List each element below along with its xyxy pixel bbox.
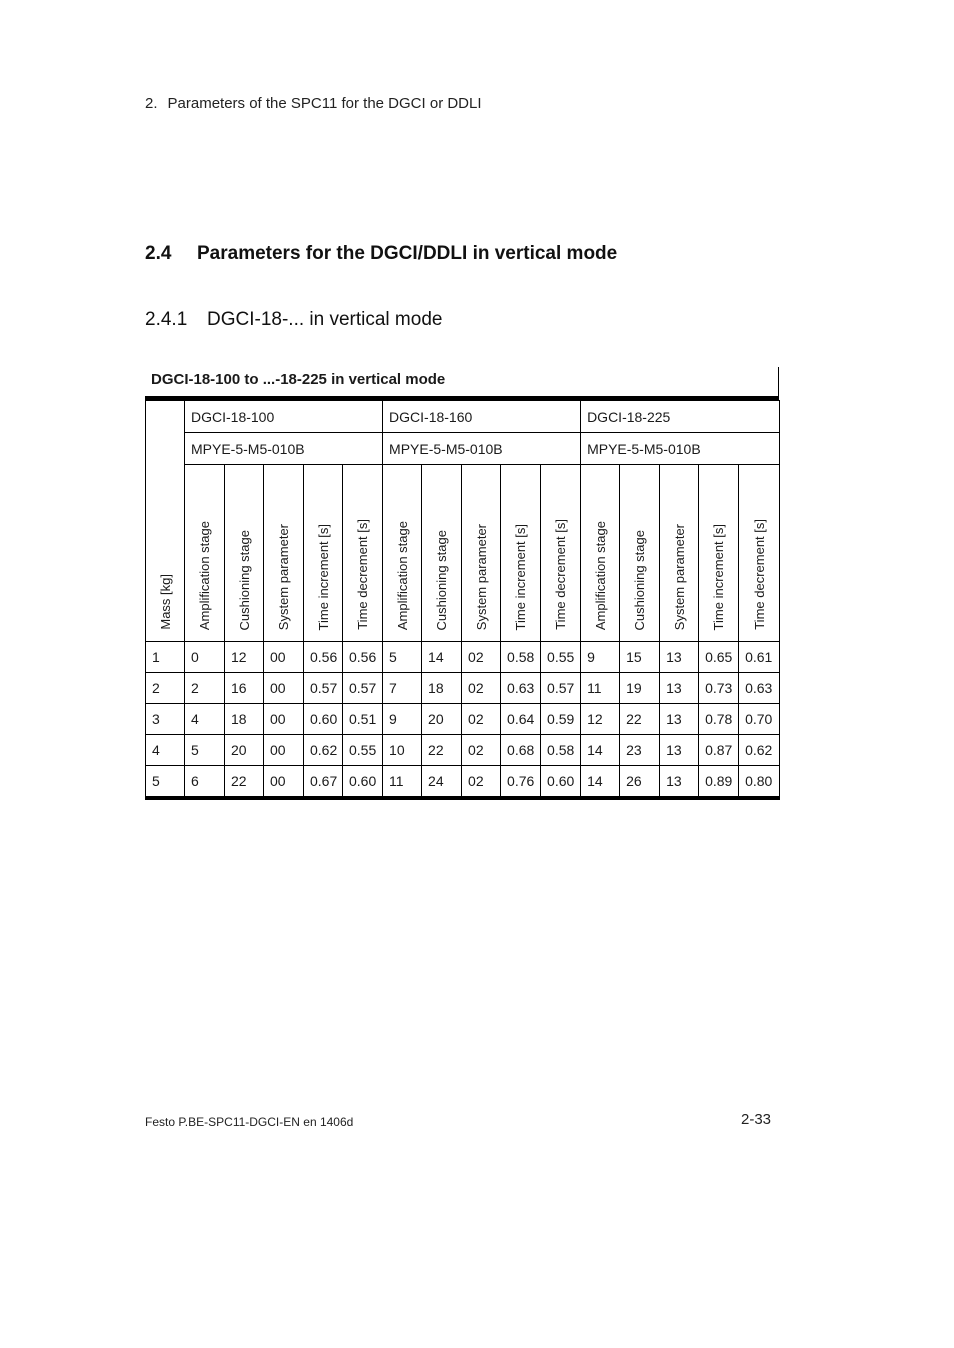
column-header-row	[146, 465, 780, 642]
group-name-cell: DGCI-18-100	[185, 401, 383, 433]
value-cell: 6	[185, 766, 225, 798]
column-header-cell	[304, 465, 343, 642]
running-head-text: Parameters of the SPC11 for the DGCI or DDLI	[167, 95, 482, 112]
value-cell: 0.76	[501, 766, 541, 798]
column-header-cell	[225, 465, 264, 642]
value-cell: 22	[422, 735, 462, 766]
value-cell: 0.60	[541, 766, 581, 798]
table-group-row	[146, 401, 780, 433]
group-name-cell: DGCI-18-160	[383, 401, 581, 433]
value-cell: 0.55	[541, 642, 581, 673]
column-header-cell	[185, 465, 225, 642]
table-row	[146, 673, 780, 704]
value-cell: 14	[422, 642, 462, 673]
column-header: Time decrement [s]	[751, 519, 767, 630]
value-cell: 16	[225, 673, 264, 704]
subsection-heading	[145, 309, 442, 331]
value-cell: 0.58	[541, 735, 581, 766]
column-header: Cushioning stage	[236, 529, 252, 630]
value-cell: 0.62	[304, 735, 343, 766]
value-cell: 02	[462, 735, 501, 766]
value-cell: 0.57	[541, 673, 581, 704]
value-cell: 18	[422, 673, 462, 704]
valve-name-cell: MPYE-5-M5-010B	[581, 433, 780, 465]
running-head-number: 2.	[145, 95, 158, 112]
section-number: 2.4	[145, 243, 172, 264]
value-cell: 02	[462, 704, 501, 735]
value-cell: 0.55	[343, 735, 383, 766]
group-name-cell: DGCI-18-225	[581, 401, 780, 433]
subsection-title: DGCI-18-... in vertical mode	[207, 309, 443, 330]
table-title: DGCI-18-100 to ...-18-225 in vertical mode	[145, 367, 779, 400]
value-cell: 13	[660, 642, 699, 673]
value-cell: 0.68	[501, 735, 541, 766]
value-cell: 0.65	[699, 642, 739, 673]
value-cell: 0.70	[739, 704, 780, 735]
value-cell: 0.78	[699, 704, 739, 735]
column-header: System parameter	[671, 523, 687, 630]
parameter-table	[145, 400, 780, 800]
value-cell: 0.57	[343, 673, 383, 704]
value-cell: 00	[264, 704, 304, 735]
column-header: Amplification stage	[592, 520, 608, 630]
value-cell: 0.60	[304, 704, 343, 735]
value-cell: 11	[581, 673, 620, 704]
value-cell: 0.63	[501, 673, 541, 704]
value-cell: 19	[620, 673, 660, 704]
table-row	[146, 704, 780, 735]
column-header-cell	[264, 465, 304, 642]
section-heading	[145, 243, 617, 265]
valve-name-cell: MPYE-5-M5-010B	[185, 433, 383, 465]
value-cell: 15	[620, 642, 660, 673]
column-header: Amplification stage	[394, 520, 410, 630]
value-cell: 02	[462, 766, 501, 798]
column-header-cell	[343, 465, 383, 642]
value-cell: 0.58	[501, 642, 541, 673]
value-cell: 00	[264, 735, 304, 766]
value-cell: 4	[185, 704, 225, 735]
value-cell: 18	[225, 704, 264, 735]
column-header: Time increment [s]	[711, 523, 727, 630]
value-cell: 0.67	[304, 766, 343, 798]
value-cell: 10	[383, 735, 422, 766]
subsection-number: 2.4.1	[145, 309, 188, 330]
value-cell: 12	[225, 642, 264, 673]
value-cell: 13	[660, 673, 699, 704]
mass-cell: 3	[146, 704, 185, 735]
table-row	[146, 766, 780, 798]
value-cell: 13	[660, 766, 699, 798]
value-cell: 00	[264, 766, 304, 798]
mass-header: Mass [kg]	[157, 574, 173, 630]
value-cell: 0.61	[739, 642, 780, 673]
mass-header-cell	[146, 401, 185, 642]
value-cell: 02	[462, 673, 501, 704]
footer-page-number: 2-33	[741, 1111, 772, 1128]
value-cell: 12	[581, 704, 620, 735]
section-title: Parameters for the DGCI/DDLI in vertical mode	[197, 243, 618, 264]
column-header-cell	[501, 465, 541, 642]
value-cell: 0.89	[699, 766, 739, 798]
column-header: Time increment [s]	[513, 523, 529, 630]
value-cell: 14	[581, 735, 620, 766]
value-cell: 22	[225, 766, 264, 798]
column-header: System parameter	[473, 523, 489, 630]
value-cell: 23	[620, 735, 660, 766]
column-header: Time decrement [s]	[553, 519, 569, 630]
value-cell: 0.62	[739, 735, 780, 766]
parameter-table-container	[145, 367, 779, 800]
column-header: Cushioning stage	[434, 529, 450, 630]
column-header-cell	[541, 465, 581, 642]
column-header-cell	[383, 465, 422, 642]
value-cell: 00	[264, 642, 304, 673]
column-header: System parameter	[276, 523, 291, 630]
value-cell: 9	[581, 642, 620, 673]
valve-name-cell: MPYE-5-M5-010B	[383, 433, 581, 465]
value-cell: 0.87	[699, 735, 739, 766]
column-header-cell	[699, 465, 739, 642]
value-cell: 0.80	[739, 766, 780, 798]
column-header: Amplification stage	[197, 520, 212, 630]
value-cell: 0.73	[699, 673, 739, 704]
column-header-cell	[620, 465, 660, 642]
value-cell: 11	[383, 766, 422, 798]
value-cell: 5	[185, 735, 225, 766]
value-cell: 14	[581, 766, 620, 798]
value-cell: 0.63	[739, 673, 780, 704]
value-cell: 0.57	[304, 673, 343, 704]
column-header-cell	[422, 465, 462, 642]
value-cell: 13	[660, 735, 699, 766]
column-header: Time decrement [s]	[355, 519, 371, 630]
value-cell: 20	[422, 704, 462, 735]
table-row	[146, 735, 780, 766]
table-valve-row	[146, 433, 780, 465]
value-cell: 02	[462, 642, 501, 673]
column-header-cell	[462, 465, 501, 642]
value-cell: 0	[185, 642, 225, 673]
value-cell: 0.64	[501, 704, 541, 735]
mass-cell: 2	[146, 673, 185, 704]
value-cell: 24	[422, 766, 462, 798]
mass-cell: 5	[146, 766, 185, 798]
value-cell: 22	[620, 704, 660, 735]
value-cell: 7	[383, 673, 422, 704]
value-cell: 20	[225, 735, 264, 766]
value-cell: 00	[264, 673, 304, 704]
mass-cell: 4	[146, 735, 185, 766]
value-cell: 0.56	[343, 642, 383, 673]
mass-cell: 1	[146, 642, 185, 673]
column-header: Cushioning stage	[632, 529, 648, 630]
column-header-cell	[739, 465, 780, 642]
value-cell: 2	[185, 673, 225, 704]
value-cell: 0.60	[343, 766, 383, 798]
value-cell: 0.59	[541, 704, 581, 735]
footer-document-id: Festo P.BE-SPC11-DGCI-EN en 1406d	[145, 1115, 354, 1129]
value-cell: 0.56	[304, 642, 343, 673]
value-cell: 13	[660, 704, 699, 735]
value-cell: 26	[620, 766, 660, 798]
column-header-cell	[660, 465, 699, 642]
running-head	[145, 95, 482, 112]
column-header: Time increment [s]	[315, 523, 331, 630]
table-row	[146, 642, 780, 673]
value-cell: 0.51	[343, 704, 383, 735]
value-cell: 9	[383, 704, 422, 735]
value-cell: 5	[383, 642, 422, 673]
column-header-cell	[581, 465, 620, 642]
